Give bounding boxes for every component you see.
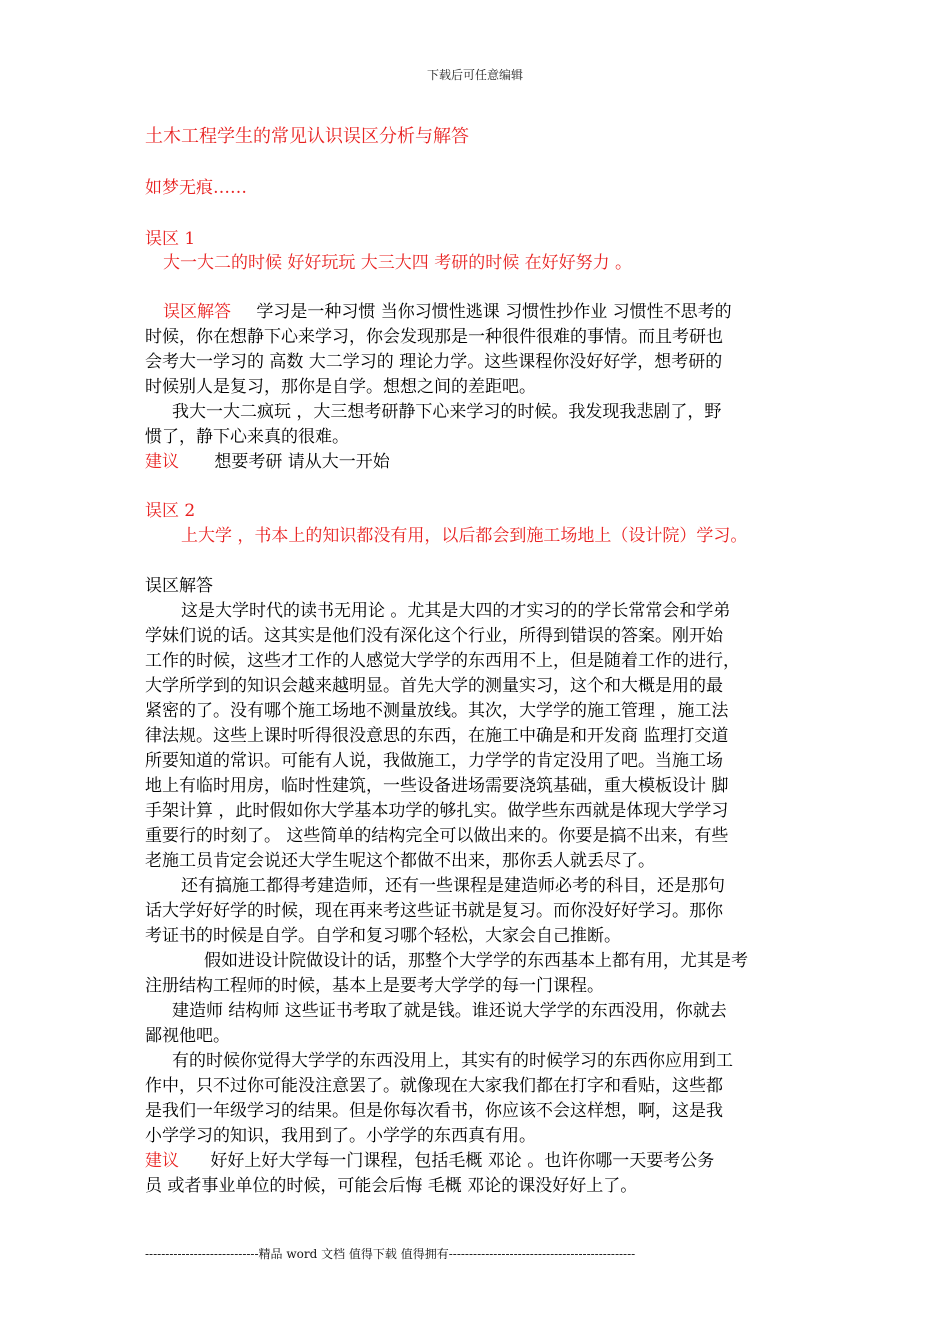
section1-suggest-label: 建议 [145,452,179,472]
section2-suggest-label: 建议 [145,1151,179,1171]
section2-answer-line: 注册结构工程师的时候，基本上是要考大学学的每一门课程。 [145,976,604,996]
section2-suggest-text: 好好上好大学每一门课程，包括毛概 邓论 。也许你哪一天要考公务 [210,1151,715,1171]
section2-answer-line: 作中，只不过你可能没注意罢了。就像现在大家我们都在打字和看贴，这些都 [145,1076,723,1096]
section2-answer-line: 所要知道的常识。可能有人说，我做施工，力学学的肯定没用了吧。当施工场 [145,751,723,771]
section2-answer-line: 学妹们说的话。这其实是他们没有深化这个行业，所得到错误的答案。刚开始 [145,626,723,646]
section1-answer-line [163,301,732,323]
section1-suggest-text: 想要考研 请从大一开始 [214,452,390,472]
section2-answer-line: 工作的时候，这些才工作的人感觉大学学的东西用不上，但是随着工作的进行， [145,651,740,671]
section2-answer-line: 地上有临时用房，临时性建筑，一些设备进场需要浇筑基础，重大模板设计 脚 [145,776,729,796]
document-title: 土木工程学生的常见认识误区分析与解答 [145,126,469,147]
section1-answer-line: 时候别人是复习，那你是自学。想想之间的差距吧。 [145,377,536,397]
section2-answer-line: 假如进设计院做设计的话，那整个大学学的东西基本上都有用，尤其是考 [204,951,748,971]
section1-answer-label: 误区解答 [163,302,231,322]
section1-answer-line: 会考大一学习的 高数 大二学习的 理论力学。这些课程你没好好学，想考研的 [145,352,723,372]
section2-answer-line: 建造师 结构师 这些证书考取了就是钱。谁还说大学学的东西没用，你就去 [172,1001,727,1021]
section2-answer-line: 小学学习的知识，我用到了。小学学的东西真有用。 [145,1126,536,1146]
section2-answer-line: 有的时候你觉得大学学的东西没用上，其实有的时候学习的东西你应用到工 [172,1051,733,1071]
author: 如梦无痕…… [145,178,247,198]
section1-answer-line: 我大一大二疯玩 ，大三想考研静下心来学习的时候。我发现我悲剧了，野 [172,402,722,422]
section2-answer-line: 话大学好好学的时候，现在再来考这些证书就是复习。而你没好好学习。那你 [145,901,723,921]
section2-answer-line: 鄙视他吧。 [145,1026,230,1046]
section1-answer-line: 时候，你在想静下心来学习，你会发现那是一种很件很难的事情。而且考研也 [145,327,723,347]
section2-answer-line: 手架计算 ，此时假如你大学基本功学的够扎实。做学些东西就是体现大学学习 [145,801,729,821]
section2-answer-line: 考证书的时候是自学。自学和复习哪个轻松，大家会自己推断。 [145,926,621,946]
page-header: 下载后可任意编辑 [426,68,523,82]
section2-answer-line: 大学所学到的知识会越来越明显。首先大学的测量实习，这个和大概是用的最 [145,676,723,696]
section1-answer-text: 学习是一种习惯 当你习惯性逃课 习惯性抄作业 习惯性不思考的 [256,302,732,322]
section2-statement: 上大学 ，书本上的知识都没有用，以后都会到施工场地上（设计院）学习。 [181,526,748,546]
section2-answer-line: 重要行的时刻了。 这些简单的结构完全可以做出来的。你要是搞不出来，有些 [145,826,729,846]
section1-answer-line: 惯了，静下心来真的很难。 [145,427,349,447]
page-footer: ----------------------------精品 word 文档 值得下载 值得拥有---------------------------------------------- [145,1247,636,1261]
section1-suggestion [145,451,390,473]
section2-suggestion [145,1150,714,1172]
section2-answer-line: 紧密的了。没有哪个施工场地不测量放线。其次，大学学的施工管理 ，施工法 [145,701,729,721]
section2-heading: 误区 2 [145,501,196,521]
section2-answer-line: 这是大学时代的读书无用论 。尤其是大四的才实习的的学长常常会和学弟 [181,601,731,621]
section2-answer-line: 老施工员肯定会说还大学生呢这个都做不出来，那你丢人就丢尽了。 [145,851,655,871]
section1-heading: 误区 1 [145,229,196,249]
section2-answer-line: 律法规。这些上课时听得很没意思的东西，在施工中确是和开发商 监理打交道 [145,726,729,746]
section2-answer-line: 还有搞施工都得考建造师，还有一些课程是建造师必考的科目，还是那句 [181,876,725,896]
section2-answer-line: 是我们一年级学习的结果。但是你每次看书，你应该不会这样想，啊，这是我 [145,1101,723,1121]
section2-suggest-text-cont: 员 或者事业单位的时候，可能会后悔 毛概 邓论的课没好好上了。 [145,1176,638,1196]
section2-answer-label: 误区解答 [145,576,213,596]
section1-statement: 大一大二的时候 好好玩玩 大三大四 考研的时候 在好好努力 。 [163,253,633,273]
